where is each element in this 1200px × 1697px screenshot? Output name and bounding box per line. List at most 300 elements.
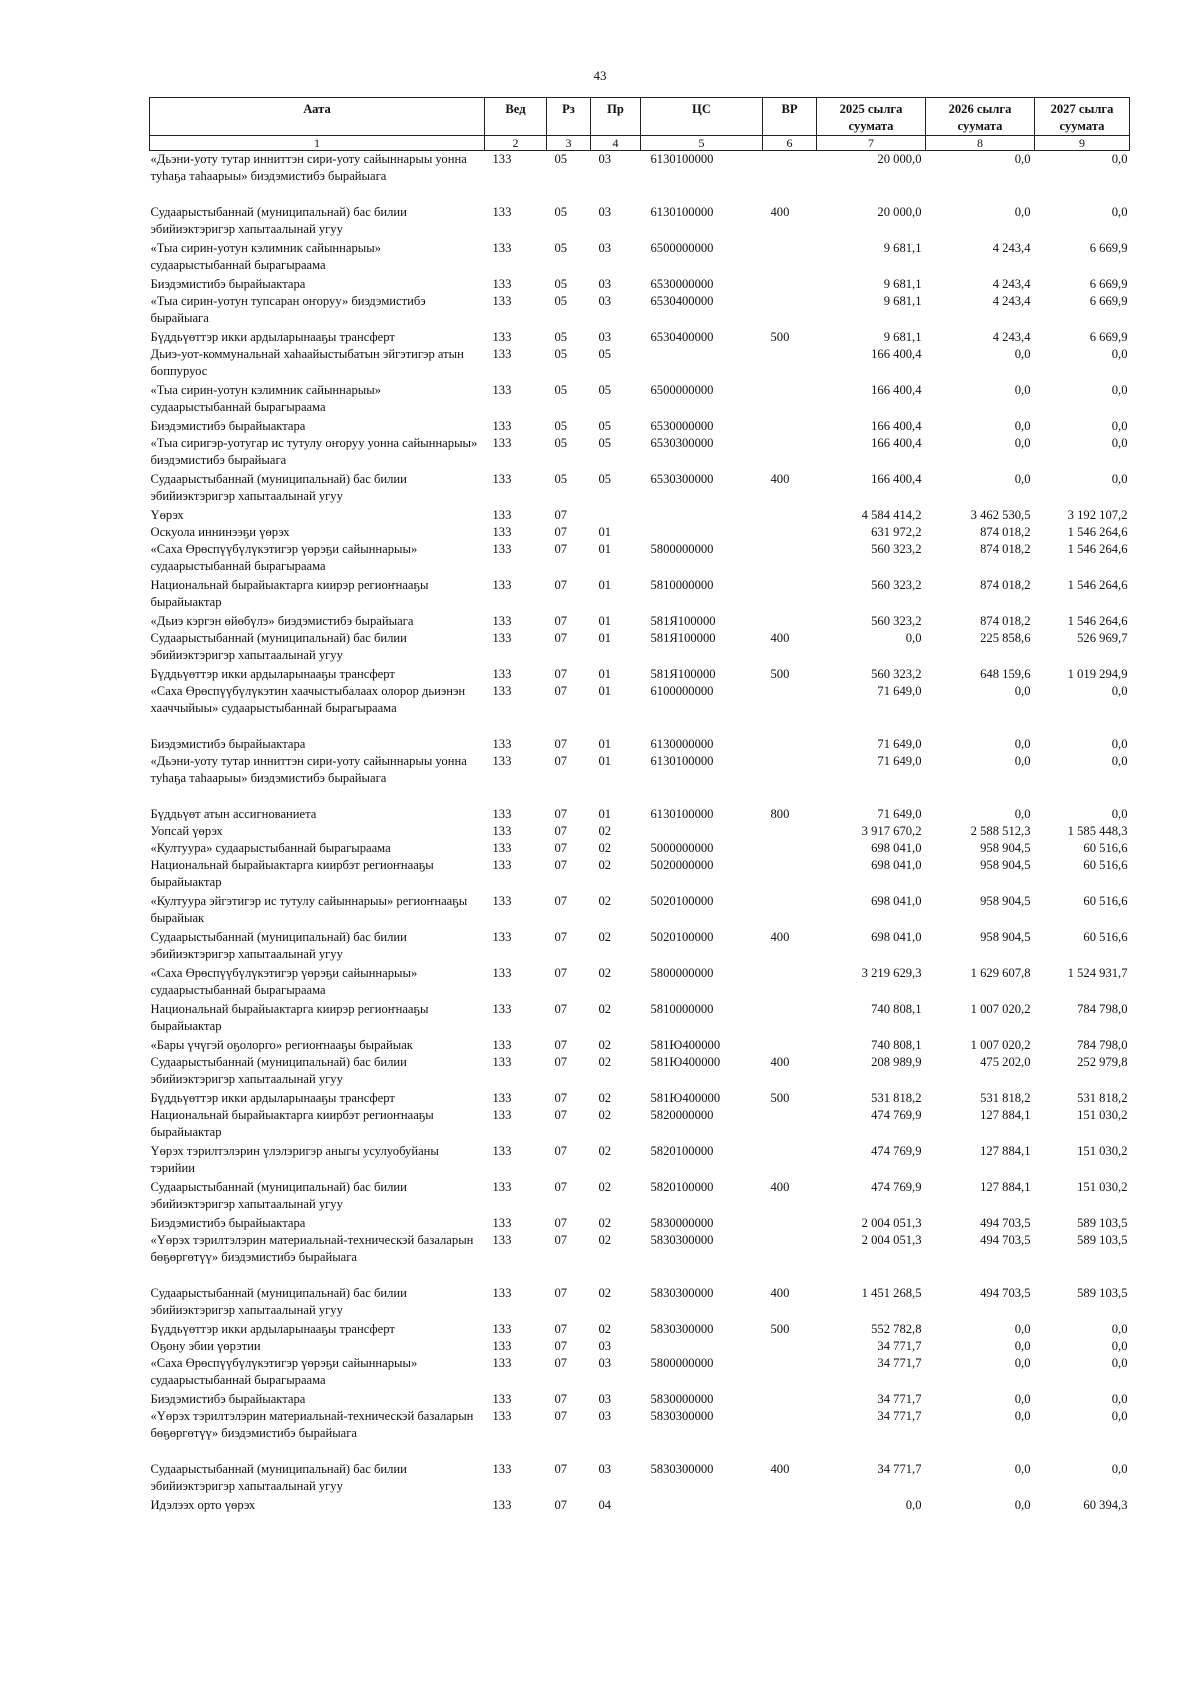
cell-name: «Култуура» судаарыстыбаннай бырагыраама bbox=[150, 841, 391, 855]
header-2025: 2025 сылга суумата bbox=[817, 98, 926, 136]
cell-ved: 133 bbox=[492, 1091, 512, 1105]
table-row bbox=[150, 346, 1130, 382]
cell-2025: 552 782,8 bbox=[871, 1322, 922, 1336]
cell-2026: 4 243,4 bbox=[992, 330, 1031, 344]
cell-pr: 01 bbox=[598, 614, 612, 628]
cell-vr bbox=[763, 1001, 817, 1037]
cell-name: Биэдэмистибэ бырайыактара bbox=[150, 1392, 306, 1406]
cell-2026: 531 818,2 bbox=[980, 1091, 1031, 1105]
cell-2026: 0,0 bbox=[1014, 347, 1031, 361]
table-row bbox=[150, 893, 1130, 929]
cell-name: Национальнай бырайыактарга киирбэт региоҥнааҕы бырайыактар bbox=[150, 1108, 434, 1139]
cell-2026: 874 018,2 bbox=[980, 542, 1031, 556]
cell-name: Биэдэмистибэ бырайыактара bbox=[150, 419, 306, 433]
cell-2026: 958 904,5 bbox=[980, 894, 1031, 908]
cell-name: Судаарыстыбаннай (муниципальнай) бас билии эбийиэктэригэр хапытаалынай угуу bbox=[150, 1055, 407, 1086]
cell-2026: 958 904,5 bbox=[980, 930, 1031, 944]
cell-2026: 0,0 bbox=[1014, 807, 1031, 821]
cell-2026: 0,0 bbox=[1014, 1409, 1031, 1423]
table-row bbox=[150, 965, 1130, 1001]
cell-vr: 500 bbox=[770, 330, 790, 344]
cell-cs: 6530000000 bbox=[650, 277, 714, 291]
table-row bbox=[150, 840, 1130, 857]
cell-name: «Тыа сирин-уотун кэлимник сайыннарыы» судаарыстыбаннай бырагыраама bbox=[150, 383, 381, 414]
cell-cs: 5020100000 bbox=[650, 930, 714, 944]
cell-vr: 500 bbox=[770, 1322, 790, 1336]
cell-2025: 698 041,0 bbox=[871, 930, 922, 944]
cell-cs: 5830300000 bbox=[650, 1462, 714, 1476]
table-row bbox=[150, 806, 1130, 823]
table-row bbox=[150, 683, 1130, 736]
cell-2026: 0,0 bbox=[1014, 436, 1031, 450]
cell-pr: 02 bbox=[598, 1038, 612, 1052]
cell-2025: 20 000,0 bbox=[877, 205, 922, 219]
cell-2026: 494 703,5 bbox=[980, 1233, 1031, 1247]
cell-2026: 874 018,2 bbox=[980, 525, 1031, 539]
cell-rz: 07 bbox=[554, 525, 568, 539]
cell-2025: 0,0 bbox=[905, 631, 922, 645]
cell-cs: 6530400000 bbox=[650, 330, 714, 344]
cell-2025: 9 681,1 bbox=[883, 241, 922, 255]
cell-2026: 225 858,6 bbox=[980, 631, 1031, 645]
cell-pr: 02 bbox=[598, 824, 612, 838]
cell-2027: 0,0 bbox=[1111, 1392, 1128, 1406]
index-5: 5 bbox=[641, 136, 763, 151]
cell-ved: 133 bbox=[492, 152, 512, 166]
cell-2026: 475 202,0 bbox=[980, 1055, 1031, 1069]
cell-pr: 02 bbox=[598, 1180, 612, 1194]
cell-ved: 133 bbox=[492, 1144, 512, 1158]
cell-name: «Дьиэ кэргэн өйөбүлэ» биэдэмистибэ бырайыага bbox=[150, 614, 414, 628]
cell-2027: 589 103,5 bbox=[1077, 1233, 1128, 1247]
cell-2027: 0,0 bbox=[1111, 347, 1128, 361]
cell-name: Судаарыстыбаннай (муниципальнай) бас билии эбийиэктэригэр хапытаалынай угуу bbox=[150, 930, 407, 961]
cell-rz: 07 bbox=[554, 684, 568, 698]
cell-2026: 0,0 bbox=[1014, 1498, 1031, 1512]
cell-pr: 05 bbox=[598, 383, 612, 397]
cell-2027: 0,0 bbox=[1111, 737, 1128, 751]
cell-2026: 958 904,5 bbox=[980, 841, 1031, 855]
cell-pr: 02 bbox=[598, 1002, 612, 1016]
cell-2027: 589 103,5 bbox=[1077, 1216, 1128, 1230]
cell-2025: 9 681,1 bbox=[883, 330, 922, 344]
cell-cs: 5810000000 bbox=[650, 1002, 714, 1016]
cell-pr: 02 bbox=[598, 858, 612, 872]
cell-name: «Саха Өрөспүүбүлүкэтигэр үөрэҕи сайыннарыы» судаарыстыбаннай бырагыраама bbox=[150, 542, 418, 573]
cell-cs: 6530300000 bbox=[650, 436, 714, 450]
cell-cs: 5800000000 bbox=[650, 542, 714, 556]
cell-vr bbox=[763, 753, 817, 806]
cell-2026: 4 243,4 bbox=[992, 294, 1031, 308]
table-index-row bbox=[150, 136, 1130, 151]
index-2: 2 bbox=[485, 136, 547, 151]
cell-rz: 05 bbox=[554, 205, 568, 219]
cell-2026: 0,0 bbox=[1014, 472, 1031, 486]
cell-ved: 133 bbox=[492, 1002, 512, 1016]
cell-vr: 400 bbox=[770, 1462, 790, 1476]
index-3: 3 bbox=[547, 136, 591, 151]
cell-2025: 474 769,9 bbox=[871, 1108, 922, 1122]
cell-rz: 07 bbox=[554, 966, 568, 980]
cell-cs: 5830300000 bbox=[650, 1233, 714, 1247]
cell-pr: 03 bbox=[598, 1409, 612, 1423]
cell-cs: 6130100000 bbox=[650, 807, 714, 821]
cell-pr: 03 bbox=[598, 277, 612, 291]
cell-2027: 0,0 bbox=[1111, 419, 1128, 433]
cell-vr bbox=[763, 1107, 817, 1143]
cell-ved: 133 bbox=[492, 1356, 512, 1370]
cell-2025: 34 771,7 bbox=[877, 1392, 922, 1406]
cell-rz: 07 bbox=[554, 858, 568, 872]
cell-pr: 01 bbox=[598, 631, 612, 645]
cell-rz: 07 bbox=[554, 631, 568, 645]
cell-cs: 581Ю400000 bbox=[650, 1038, 721, 1052]
cell-rz: 07 bbox=[554, 1091, 568, 1105]
cell-vr: 400 bbox=[770, 930, 790, 944]
cell-pr bbox=[591, 507, 641, 524]
cell-name: «Бары үчүгэй оҕолорго» региоҥнааҕы бырайыак bbox=[150, 1038, 413, 1052]
cell-name: Судаарыстыбаннай (муниципальнай) бас билии эбийиэктэригэр хапытаалынай угуу bbox=[150, 1462, 407, 1493]
cell-ved: 133 bbox=[492, 1286, 512, 1300]
table-row bbox=[150, 1215, 1130, 1232]
cell-vr bbox=[763, 823, 817, 840]
cell-name: Национальнай бырайыактарга киирбэт региоҥнааҕы бырайыактар bbox=[150, 858, 434, 889]
cell-2027: 3 192 107,2 bbox=[1067, 508, 1128, 522]
cell-ved: 133 bbox=[492, 1392, 512, 1406]
cell-2027: 0,0 bbox=[1111, 1356, 1128, 1370]
cell-cs: 5820100000 bbox=[650, 1180, 714, 1194]
cell-rz: 07 bbox=[554, 1180, 568, 1194]
cell-ved: 133 bbox=[492, 930, 512, 944]
cell-cs: 5020000000 bbox=[650, 858, 714, 872]
table-row bbox=[150, 1321, 1130, 1338]
cell-cs: 6130100000 bbox=[650, 205, 714, 219]
cell-rz: 07 bbox=[554, 1339, 568, 1353]
cell-rz: 07 bbox=[554, 542, 568, 556]
table-row bbox=[150, 471, 1130, 507]
cell-cs: 5800000000 bbox=[650, 966, 714, 980]
cell-pr: 02 bbox=[598, 841, 612, 855]
cell-name: Национальнай бырайыактарга киирэр региоҥнааҕы бырайыактар bbox=[150, 578, 429, 609]
cell-name: Оскуола иннинээҕи үөрэх bbox=[150, 525, 290, 539]
cell-2026: 0,0 bbox=[1014, 383, 1031, 397]
cell-cs bbox=[641, 1497, 763, 1514]
cell-pr: 01 bbox=[598, 525, 612, 539]
table-row bbox=[150, 418, 1130, 435]
cell-vr bbox=[763, 541, 817, 577]
cell-cs: 581Я100000 bbox=[650, 614, 716, 628]
cell-ved: 133 bbox=[492, 737, 512, 751]
table-row bbox=[150, 382, 1130, 418]
table-row bbox=[150, 857, 1130, 893]
table-row bbox=[150, 329, 1130, 346]
cell-name: Судаарыстыбаннай (муниципальнай) бас билии эбийиэктэригэр хапытаалынай угуу bbox=[150, 205, 407, 236]
cell-pr: 01 bbox=[598, 578, 612, 592]
cell-2027: 6 669,9 bbox=[1089, 277, 1128, 291]
cell-vr: 400 bbox=[770, 631, 790, 645]
cell-name: Судаарыстыбаннай (муниципальнай) бас билии эбийиэктэригэр хапытаалынай угуу bbox=[150, 472, 407, 503]
cell-rz: 07 bbox=[554, 578, 568, 592]
cell-vr bbox=[763, 683, 817, 736]
cell-2027: 1 546 264,6 bbox=[1067, 542, 1128, 556]
cell-pr: 02 bbox=[598, 1144, 612, 1158]
cell-rz: 07 bbox=[554, 1286, 568, 1300]
cell-2027: 0,0 bbox=[1111, 684, 1128, 698]
cell-2025: 698 041,0 bbox=[871, 894, 922, 908]
cell-name: Бүддьүөттэр икки ардыларынааҕы трансферт bbox=[150, 1091, 395, 1105]
cell-name: Дьиэ-уот-коммунальнай хаһаайыстыбатын эйгэтигэр атын боппуруос bbox=[150, 347, 464, 378]
cell-vr: 400 bbox=[770, 205, 790, 219]
cell-cs: 6500000000 bbox=[650, 383, 714, 397]
cell-cs: 6100000000 bbox=[650, 684, 714, 698]
cell-cs: 5830300000 bbox=[650, 1322, 714, 1336]
cell-rz: 07 bbox=[554, 841, 568, 855]
cell-pr: 05 bbox=[598, 436, 612, 450]
table-row bbox=[150, 293, 1130, 329]
cell-vr bbox=[763, 1232, 817, 1285]
cell-2025: 2 004 051,3 bbox=[861, 1216, 922, 1230]
cell-pr: 05 bbox=[598, 419, 612, 433]
cell-ved: 133 bbox=[492, 841, 512, 855]
table-row bbox=[150, 1461, 1130, 1497]
cell-2025: 166 400,4 bbox=[871, 472, 922, 486]
cell-name: «Саха Өрөспүүбүлүкэтигэр үөрэҕи сайыннарыы» судаарыстыбаннай бырагыраама bbox=[150, 966, 418, 997]
cell-pr: 03 bbox=[598, 294, 612, 308]
cell-name: «Үөрэх тэрилтэлэрин материальнай-техническэй базаларын бөҕөргөтүү» биэдэмистибэ бырайыага bbox=[150, 1409, 474, 1440]
cell-pr: 03 bbox=[598, 1462, 612, 1476]
cell-2025: 531 818,2 bbox=[871, 1091, 922, 1105]
cell-cs: 5820000000 bbox=[650, 1108, 714, 1122]
cell-2025: 3 219 629,3 bbox=[861, 966, 922, 980]
cell-ved: 133 bbox=[492, 631, 512, 645]
cell-2026: 0,0 bbox=[1014, 419, 1031, 433]
cell-2026: 0,0 bbox=[1014, 1339, 1031, 1353]
cell-2027: 0,0 bbox=[1111, 152, 1128, 166]
cell-rz: 05 bbox=[554, 241, 568, 255]
cell-ved: 133 bbox=[492, 614, 512, 628]
cell-cs: 5830300000 bbox=[650, 1286, 714, 1300]
cell-ved: 133 bbox=[492, 1233, 512, 1247]
cell-2026: 1 007 020,2 bbox=[970, 1038, 1031, 1052]
table-row bbox=[150, 1355, 1130, 1391]
cell-rz: 07 bbox=[554, 1356, 568, 1370]
cell-cs: 5830000000 bbox=[650, 1392, 714, 1406]
cell-ved: 133 bbox=[492, 894, 512, 908]
cell-rz: 07 bbox=[554, 737, 568, 751]
cell-2027: 60 516,6 bbox=[1083, 930, 1128, 944]
cell-2026: 4 243,4 bbox=[992, 241, 1031, 255]
cell-ved: 133 bbox=[492, 472, 512, 486]
cell-vr: 400 bbox=[770, 1286, 790, 1300]
cell-2025: 71 649,0 bbox=[877, 807, 922, 821]
cell-vr bbox=[763, 736, 817, 753]
table-row bbox=[150, 1143, 1130, 1179]
cell-name: «Дьэни-уоту тутар инниттэн сири-уоту сайыннарыы уонна туһаҕа таһаарыы» биэдэмистибэ бырайыага bbox=[150, 754, 467, 785]
cell-pr: 03 bbox=[598, 241, 612, 255]
cell-name: «Саха Өрөспүүбүлүкэтигэр үөрэҕи сайыннарыы» судаарыстыбаннай бырагыраама bbox=[150, 1356, 418, 1387]
cell-2026: 4 243,4 bbox=[992, 277, 1031, 291]
cell-vr bbox=[763, 1338, 817, 1355]
cell-rz: 07 bbox=[554, 1462, 568, 1476]
cell-2027: 1 019 294,9 bbox=[1067, 667, 1128, 681]
cell-ved: 133 bbox=[492, 1409, 512, 1423]
cell-pr: 02 bbox=[598, 1108, 612, 1122]
cell-2025: 560 323,2 bbox=[871, 578, 922, 592]
cell-pr: 05 bbox=[598, 472, 612, 486]
cell-2025: 631 972,2 bbox=[871, 525, 922, 539]
cell-2026: 1 007 020,2 bbox=[970, 1002, 1031, 1016]
cell-ved: 133 bbox=[492, 1038, 512, 1052]
cell-2026: 494 703,5 bbox=[980, 1216, 1031, 1230]
cell-cs: 6130100000 bbox=[650, 152, 714, 166]
cell-ved: 133 bbox=[492, 1055, 512, 1069]
cell-ved: 133 bbox=[492, 667, 512, 681]
cell-cs bbox=[641, 823, 763, 840]
cell-name: Бүддьүөттэр икки ардыларынааҕы трансферт bbox=[150, 667, 395, 681]
cell-cs bbox=[641, 1338, 763, 1355]
cell-2025: 560 323,2 bbox=[871, 542, 922, 556]
index-6: 6 bbox=[763, 136, 817, 151]
cell-rz: 07 bbox=[554, 1055, 568, 1069]
cell-pr: 02 bbox=[598, 1322, 612, 1336]
cell-ved: 133 bbox=[492, 1108, 512, 1122]
cell-pr: 03 bbox=[598, 1356, 612, 1370]
cell-rz: 07 bbox=[554, 754, 568, 768]
cell-vr bbox=[763, 1408, 817, 1461]
cell-cs bbox=[641, 524, 763, 541]
table-row bbox=[150, 435, 1130, 471]
header-name: Аата bbox=[150, 98, 485, 136]
cell-pr: 03 bbox=[598, 152, 612, 166]
cell-cs: 6530300000 bbox=[650, 472, 714, 486]
cell-vr bbox=[763, 857, 817, 893]
cell-name: Бүддьүөттэр икки ардыларынааҕы трансферт bbox=[150, 1322, 395, 1336]
cell-pr: 03 bbox=[598, 330, 612, 344]
cell-name: Национальнай бырайыактарга киирэр региоҥнааҕы бырайыактар bbox=[150, 1002, 429, 1033]
cell-ved: 133 bbox=[492, 277, 512, 291]
cell-rz: 07 bbox=[554, 1498, 568, 1512]
cell-vr bbox=[763, 1391, 817, 1408]
cell-pr: 02 bbox=[598, 1091, 612, 1105]
cell-name: «Саха Өрөспүүбүлүкэтин хаачыстыбалаах олорор дьиэнэн хааччыйыы» судаарыстыбаннай бырагыраама bbox=[150, 684, 466, 715]
header-vr: ВР bbox=[763, 98, 817, 136]
cell-rz: 07 bbox=[554, 508, 568, 522]
table-row bbox=[150, 1054, 1130, 1090]
cell-rz: 07 bbox=[554, 807, 568, 821]
cell-2026: 874 018,2 bbox=[980, 578, 1031, 592]
cell-ved: 133 bbox=[492, 1180, 512, 1194]
cell-pr: 02 bbox=[598, 930, 612, 944]
cell-2027: 60 516,6 bbox=[1083, 894, 1128, 908]
table-row bbox=[150, 753, 1130, 806]
cell-vr: 400 bbox=[770, 1055, 790, 1069]
cell-cs: 6530400000 bbox=[650, 294, 714, 308]
cell-vr bbox=[763, 151, 817, 205]
cell-2026: 3 462 530,5 bbox=[970, 508, 1031, 522]
table-row bbox=[150, 1090, 1130, 1107]
cell-cs: 5830300000 bbox=[650, 1409, 714, 1423]
cell-rz: 05 bbox=[554, 419, 568, 433]
cell-name: Судаарыстыбаннай (муниципальнай) бас билии эбийиэктэригэр хапытаалынай угуу bbox=[150, 631, 407, 662]
cell-2027: 526 969,7 bbox=[1077, 631, 1128, 645]
cell-2025: 166 400,4 bbox=[871, 347, 922, 361]
cell-2025: 34 771,7 bbox=[877, 1339, 922, 1353]
cell-2027: 0,0 bbox=[1111, 383, 1128, 397]
cell-2025: 560 323,2 bbox=[871, 614, 922, 628]
cell-2027: 0,0 bbox=[1111, 1322, 1128, 1336]
cell-vr bbox=[763, 418, 817, 435]
cell-2025: 71 649,0 bbox=[877, 754, 922, 768]
cell-2027: 6 669,9 bbox=[1089, 330, 1128, 344]
cell-cs: 5020100000 bbox=[650, 894, 714, 908]
header-rz: Рз bbox=[547, 98, 591, 136]
cell-2027: 1 546 264,6 bbox=[1067, 578, 1128, 592]
cell-2025: 0,0 bbox=[905, 1498, 922, 1512]
cell-2027: 531 818,2 bbox=[1077, 1091, 1128, 1105]
cell-ved: 133 bbox=[492, 1462, 512, 1476]
cell-2025: 9 681,1 bbox=[883, 277, 922, 291]
table-row bbox=[150, 1107, 1130, 1143]
cell-name: Судаарыстыбаннай (муниципальнай) бас билии эбийиэктэригэр хапытаалынай угуу bbox=[150, 1286, 407, 1317]
cell-2027: 0,0 bbox=[1111, 436, 1128, 450]
cell-rz: 07 bbox=[554, 1392, 568, 1406]
cell-pr: 01 bbox=[598, 754, 612, 768]
cell-vr bbox=[763, 1497, 817, 1514]
cell-cs: 6130100000 bbox=[650, 754, 714, 768]
table-row bbox=[150, 541, 1130, 577]
cell-2027: 0,0 bbox=[1111, 205, 1128, 219]
cell-vr bbox=[763, 524, 817, 541]
cell-name: Үөрэх тэрилтэлэрин үлэлэригэр аныгы усулуобуйаны тэрийии bbox=[150, 1144, 439, 1175]
cell-2026: 874 018,2 bbox=[980, 614, 1031, 628]
cell-2026: 0,0 bbox=[1014, 737, 1031, 751]
table-row bbox=[150, 1179, 1130, 1215]
cell-name: Уопсай үөрэх bbox=[150, 824, 223, 838]
cell-vr bbox=[763, 1143, 817, 1179]
cell-ved: 133 bbox=[492, 294, 512, 308]
cell-cs: 5820100000 bbox=[650, 1144, 714, 1158]
table-row bbox=[150, 823, 1130, 840]
cell-rz: 07 bbox=[554, 1322, 568, 1336]
cell-2026: 648 159,6 bbox=[980, 667, 1031, 681]
cell-2027: 1 524 931,7 bbox=[1067, 966, 1128, 980]
table-row bbox=[150, 1001, 1130, 1037]
cell-vr bbox=[763, 276, 817, 293]
cell-name: Биэдэмистибэ бырайыактара bbox=[150, 277, 306, 291]
cell-2027: 0,0 bbox=[1111, 1462, 1128, 1476]
cell-name: «Тыа сирин-уотун тупсаран оҥоруу» биэдэмистибэ бырайыага bbox=[150, 294, 426, 325]
cell-cs bbox=[641, 346, 763, 382]
cell-vr bbox=[763, 507, 817, 524]
cell-rz: 07 bbox=[554, 1409, 568, 1423]
cell-name: Идэлээх орто үөрэх bbox=[150, 1498, 256, 1512]
table-row bbox=[150, 577, 1130, 613]
cell-2025: 34 771,7 bbox=[877, 1409, 922, 1423]
cell-cs: 5810000000 bbox=[650, 578, 714, 592]
cell-pr: 02 bbox=[598, 1055, 612, 1069]
cell-name: «Култуура эйгэтигэр ис тутулу сайыннарыы» региоҥнааҕы бырайыак bbox=[150, 894, 468, 925]
cell-ved: 133 bbox=[492, 1322, 512, 1336]
cell-pr: 01 bbox=[598, 542, 612, 556]
cell-vr bbox=[763, 577, 817, 613]
table-row bbox=[150, 276, 1130, 293]
cell-vr bbox=[763, 840, 817, 857]
cell-2027: 252 979,8 bbox=[1077, 1055, 1128, 1069]
cell-name: Үөрэх bbox=[150, 508, 184, 522]
cell-pr: 01 bbox=[598, 737, 612, 751]
cell-ved: 133 bbox=[492, 347, 512, 361]
cell-cs: 5000000000 bbox=[650, 841, 714, 855]
